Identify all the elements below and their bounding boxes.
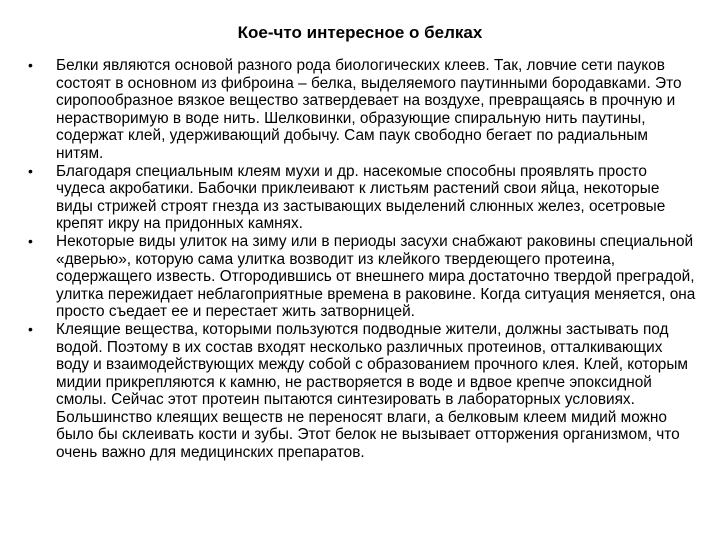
bullet-text: Некоторые виды улиток на зиму или в периоды засухи снабжают раковины специальной «дверью», которую сама улитка возводит из клейкого твердеющего протеина, содержащего известь. Отгородившись от внешнего мира достаточно твердой преградой, улитка пережидает неблагоприятные времена в раковине. Когда ситуация меняется, она просто съедает ее и перестает жить затворницей.	[56, 232, 696, 321]
bullet-item-2	[28, 163, 698, 233]
bullet-text: Белки являются основой разного рода биологических клеев. Так, ловчие сети пауков состоят в основном из фиброина – белка, выделяемого паутинными бородавками. Это сиропообразное вязкое вещество затвердевает на воздухе, превращаясь в прочную и нерастворимую в воде нить. Шелковинки, образующие спиральную нить паутины, содержат клей, удерживающий добычу. Сам паук свободно бегает по радиальным нитям.	[56, 57, 682, 162]
bullet-list	[28, 57, 698, 462]
slide-title: Кое-что интересное о белках	[237, 23, 483, 42]
bullet-icon: •	[28, 232, 33, 249]
bullet-icon: •	[28, 162, 33, 179]
bullet-text: Клеящие вещества, которыми пользуются подводные жители, должны застывать под водой. Поэтому в их состав входят несколько различных протеинов, отталкивающих воду и взаимодействующих между собой с образованием прочного клея. Клей, которым мидии прикрепляются к камню, не растворяется в воде и вдвое крепче эпоксидной смолы. Сейчас этот протеин пытаются синтезировать в лабораторных условиях. Большинство клеящих веществ не переносят влаги, а белковым клеем мидий можно было бы склеивать кости и зубы. Этот белок не вызывает отторжения организмом, что очень важно для медицинских препаратов.	[56, 320, 689, 462]
bullet-icon: •	[28, 57, 33, 73]
bullet-icon: •	[28, 320, 33, 337]
bullet-item-1	[28, 57, 698, 163]
bullet-text: Благодаря специальным клеям мухи и др. насекомые способны проявлять просто чудеса акробатики. Бабочки приклеивают к листьям растений свои яйца, некоторые виды стрижей строят гнезда из застывающих выделений слюнных желез, осетровые крепят икру на придонных камнях.	[56, 162, 666, 233]
bullet-item-4	[28, 321, 698, 462]
bullet-item-3	[28, 233, 698, 321]
